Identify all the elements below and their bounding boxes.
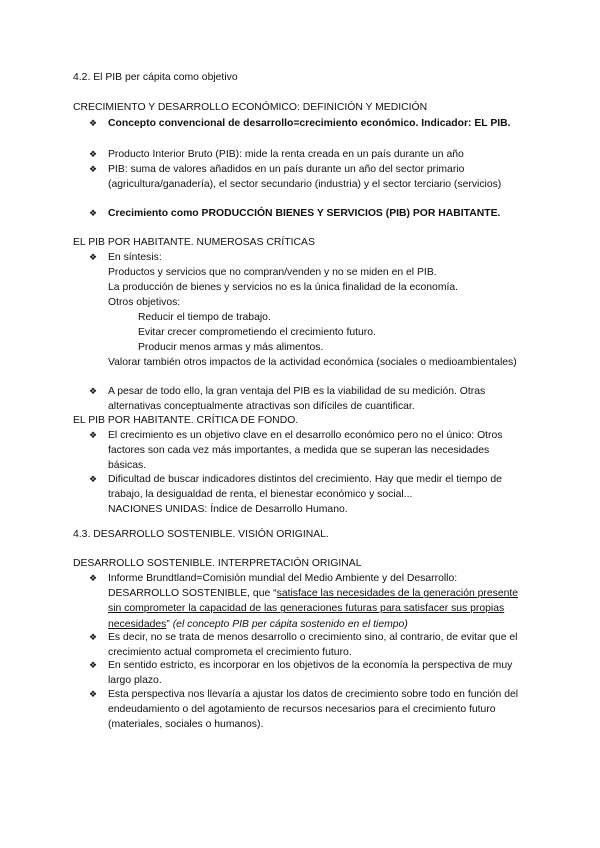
bullet-item [89, 687, 530, 733]
heading-pib-criticas: EL PIB POR HABITANTE. NUMEROSAS CRÍTICAS [73, 237, 315, 248]
diamond-bullet-icon: ❖ [89, 689, 98, 699]
bullet-text: A pesar de todo ello, la gran ventaja del PIB es la viabilidad de su medición. Otras alternativas conceptualmente atractivas son difíciles de cuantificar. [108, 386, 486, 413]
bullet-item [89, 384, 530, 414]
bullet-text: PIB: suma de valores añadidos en un país durante un año del sector primario (agricultura/ganadería), el sector secundario (industria) y el sector terciario (servicios) [108, 164, 502, 191]
bullet-text-quote: satisface las necesidades de la generación presente sin comprometer la capacidad de las generaciones futuras para satisfacer sus propias necesidades [108, 588, 519, 630]
diamond-bullet-icon: ❖ [89, 573, 98, 583]
diamond-bullet-icon: ❖ [89, 632, 98, 642]
diamond-bullet-icon: ❖ [89, 149, 98, 159]
list-line: Otros objetivos: [108, 297, 181, 308]
bullet-text-italic: (el concepto PIB per cápita sostenido en el tiempo) [172, 618, 408, 630]
heading-critica-fondo: EL PIB POR HABITANTE. CRÍTICA DE FONDO. [73, 415, 299, 426]
bullet-item [89, 658, 530, 688]
diamond-bullet-icon: ❖ [89, 252, 98, 262]
diamond-bullet-icon: ❖ [89, 164, 98, 174]
bullet-item [89, 571, 530, 632]
bullet-text-close-quote: ” [166, 618, 173, 630]
bullet-text: En sentido estricto, es incorporar en los objetivos de la economía la perspectiva de muy largo plazo. [108, 660, 513, 687]
bullet-text: Dificultad de buscar indicadores distintos del crecimiento. Hay que medir el tiempo de trabajo, la desigualdad de renta, el bienestar económico y social... [108, 474, 502, 501]
list-line: NACIONES UNIDAS: Índice de Desarrollo Humano. [108, 504, 348, 515]
bullet-text-caps: PRODUCCIÓN BIENES Y SERVICIOS (PIB) POR HABITANTE. [201, 208, 501, 219]
section-title-4-2: 4.2. El PIB per cápita como objetivo [73, 72, 238, 83]
bullet-text: En síntesis: [108, 252, 162, 263]
sub-list-line: Reducir el tiempo de trabajo. [138, 312, 271, 323]
bullet-text: Concepto convencional de desarrollo=crecimiento económico. Indicador: EL PIB. [108, 118, 511, 129]
list-line: Productos y servicios que no compran/venden y no se miden en el PIB. [108, 267, 437, 278]
diamond-bullet-icon: ❖ [89, 208, 98, 218]
bullet-item [89, 428, 530, 474]
section-title-4-3: 4.3. DESARROLLO SOSTENIBLE. VISIÓN ORIGINAL. [73, 529, 329, 540]
bullet-text: Informe Brundtland=Comisión mundial del Medio Ambiente y del Desarrollo: DESARROLLO SOSTENIBLE, que “ [108, 573, 458, 600]
sub-list-line: Producir menos armas y más alimentos. [138, 342, 324, 353]
bullet-item [89, 162, 530, 192]
heading-crecimiento: CRECIMIENTO Y DESARROLLO ECONÓMICO: DEFINICIÓN Y MEDICIÓN [73, 102, 428, 113]
bullet-item [89, 630, 530, 660]
diamond-bullet-icon: ❖ [89, 474, 98, 484]
bullet-text: Es decir, no se trata de menos desarrollo o crecimiento sino, al contrario, de evitar que el crecimiento actual comprometa el crecimiento futuro. [108, 632, 518, 659]
bullet-text: Esta perspectiva nos llevaría a ajustar los datos de crecimiento sobre todo en función del endeudamiento o del agotamiento de recursos necesarios para el crecimiento futuro (materiales, sociales o humanos). [108, 689, 519, 731]
bullet-text: Producto Interior Bruto (PIB): mide la renta creada en un país durante un año [108, 149, 464, 160]
bullet-text: Crecimiento como [108, 208, 202, 219]
bullet-item [89, 206, 530, 221]
diamond-bullet-icon: ❖ [89, 118, 98, 128]
bullet-item [89, 250, 530, 265]
bullet-text: El crecimiento es un objetivo clave en el desarrollo económico pero no el único: Otros factores son cada vez más importantes, a medida que se superan las necesidades básicas. [108, 430, 503, 472]
diamond-bullet-icon: ❖ [89, 430, 98, 440]
heading-desarrollo-sostenible: DESARROLLO SOSTENIBLE. INTERPRETACIÓN ORIGINAL [73, 558, 362, 569]
diamond-bullet-icon: ❖ [89, 660, 98, 670]
bullet-item [89, 116, 530, 131]
list-line: Valorar también otros impactos de la actividad económica (sociales o medioambientales) [108, 357, 517, 368]
list-line: La producción de bienes y servicios no es la única finalidad de la economía. [108, 282, 459, 293]
sub-list-line: Evitar crecer comprometiendo el crecimiento futuro. [138, 327, 376, 338]
diamond-bullet-icon: ❖ [89, 386, 98, 396]
bullet-item [89, 472, 530, 502]
bullet-item [89, 147, 530, 162]
